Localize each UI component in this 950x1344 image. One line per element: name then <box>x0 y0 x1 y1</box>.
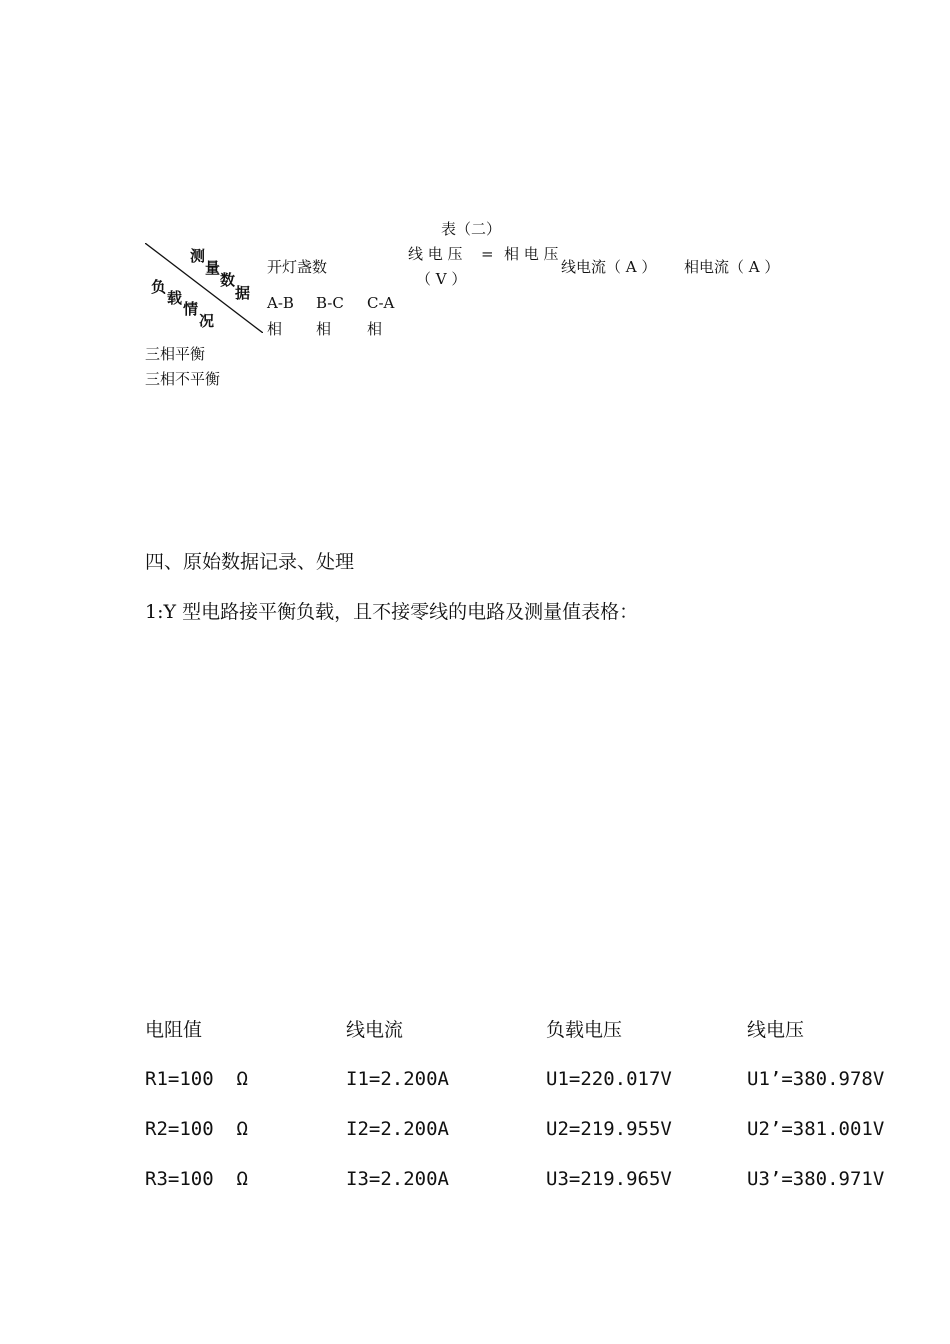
diag-top-char: 量 <box>205 259 221 277</box>
results-cell: R1=100 Ω <box>145 1068 248 1090</box>
diag-bottom-char: 情 <box>183 300 199 318</box>
results-cell: I2=2.200A <box>346 1118 449 1140</box>
col-voltage-unit: （ V ） <box>416 270 467 288</box>
col-line-current: 线电流（ A ） <box>561 258 657 276</box>
diag-bottom-char: 负 <box>151 278 167 296</box>
results-cell: U2’=381.001V <box>747 1118 885 1140</box>
sub-col-bc-phase: 相 <box>316 320 332 338</box>
results-cell: R2=100 Ω <box>145 1118 248 1140</box>
diag-bottom-char: 况 <box>199 312 215 330</box>
table-caption: 表（二） <box>441 220 502 238</box>
results-cell: I1=2.200A <box>346 1068 449 1090</box>
diag-top-char: 数 <box>220 271 236 289</box>
results-cell: U2=219.955V <box>546 1118 672 1140</box>
results-cell: U1=220.017V <box>546 1068 672 1090</box>
col-phase-voltage: 相 电 压 <box>504 245 559 263</box>
sub-col-ca-phase: 相 <box>367 320 383 338</box>
col-equals: = <box>481 245 494 263</box>
sub-col-ab-phase: 相 <box>267 320 283 338</box>
diag-bottom-char: 载 <box>167 289 183 307</box>
section-item-1: 1:Y 型电路接平衡负载，且不接零线的电路及测量值表格： <box>145 601 639 623</box>
sub-col-ab: A-B <box>267 294 294 312</box>
section-heading: 四、原始数据记录、处理 <box>145 551 355 573</box>
row-balanced: 三相平衡 <box>145 345 206 363</box>
results-cell: R3=100 Ω <box>145 1168 248 1190</box>
row-unbalanced: 三相不平衡 <box>145 370 221 388</box>
col-phase-current: 相电流（ A ） <box>684 258 780 276</box>
results-header-line-current: 线电流 <box>346 1019 404 1041</box>
results-header-load-voltage: 负载电压 <box>546 1019 623 1041</box>
sub-col-ca: C-A <box>367 294 395 312</box>
results-cell: I3=2.200A <box>346 1168 449 1190</box>
diag-top-char: 测 <box>190 247 206 265</box>
results-header-resistance: 电阻值 <box>145 1019 203 1041</box>
diag-top-char: 据 <box>235 284 251 302</box>
col-lamps: 开灯盏数 <box>267 258 328 276</box>
results-header-line-voltage: 线电压 <box>747 1019 805 1041</box>
results-cell: U3’=380.971V <box>747 1168 885 1190</box>
results-cell: U1’=380.978V <box>747 1068 885 1090</box>
results-cell: U3=219.965V <box>546 1168 672 1190</box>
sub-col-bc: B-C <box>316 294 344 312</box>
col-line-voltage: 线 电 压 <box>408 245 463 263</box>
